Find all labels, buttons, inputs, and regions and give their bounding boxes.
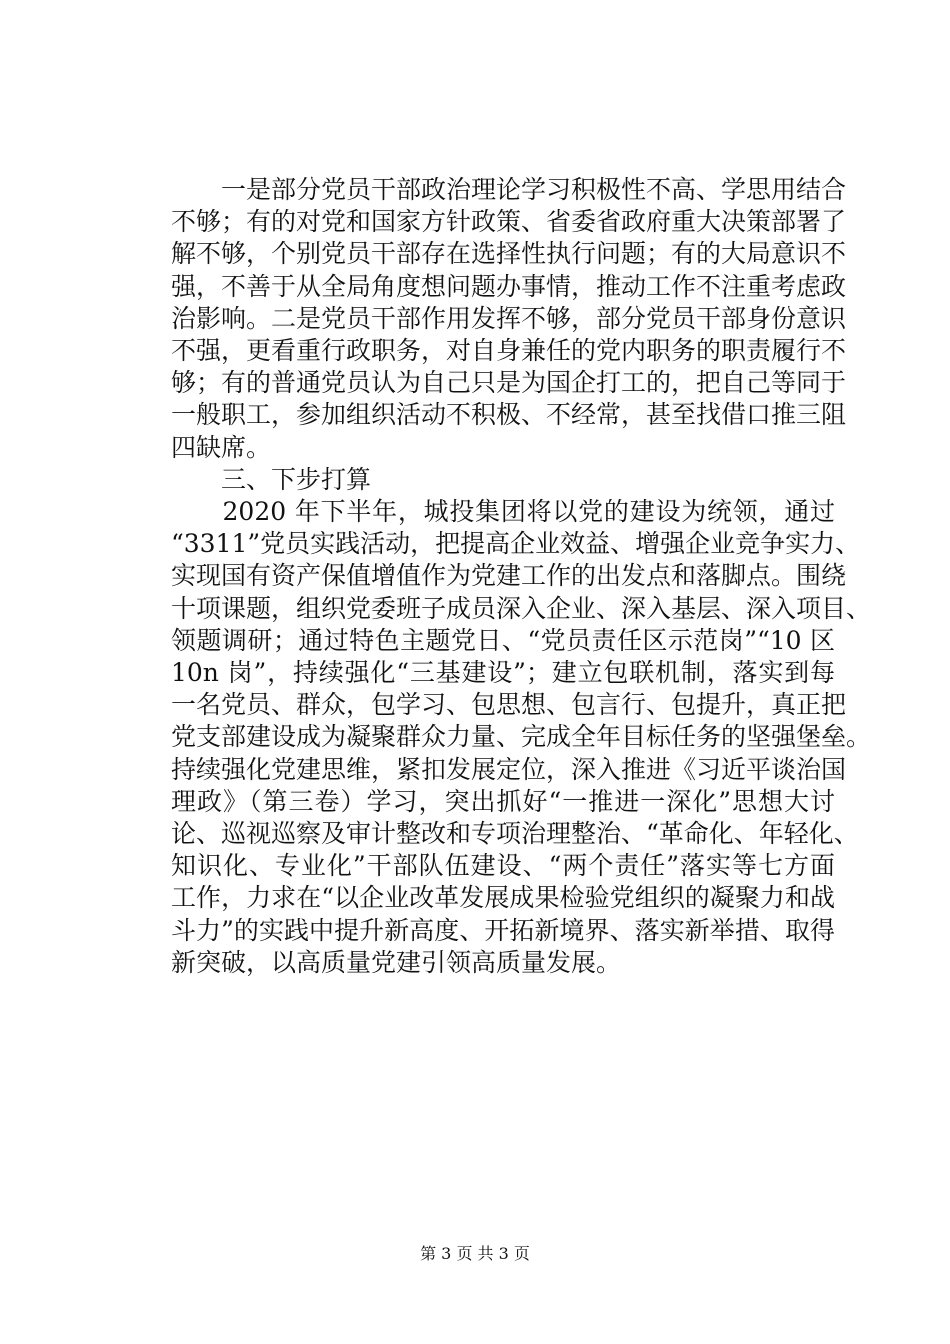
text-line: 一般职工，参加组织活动不积极、不经常，甚至找借口推三阻 xyxy=(171,400,847,430)
text-line: 理政》（第三卷）学习，突出抓好“一推进一深化”思想大讨 xyxy=(171,786,835,816)
text-line: 知识化、专业化”干部队伍建设、“两个责任”落实等七方面 xyxy=(171,851,835,881)
text-line: 党支部建设成为凝聚群众力量、完成全年目标任务的坚强堡垒。 xyxy=(171,722,872,752)
text-line: 领题调研；通过特色主题党日、“党员责任区示范岗”“10 区 xyxy=(171,625,835,655)
text-line: 不强，更看重行政职务，对自身兼任的党内职务的职责履行不 xyxy=(171,336,847,366)
text-line: 新突破，以高质量党建引领高质量发展。 xyxy=(171,947,622,977)
body-text xyxy=(171,174,872,979)
text-line: “3311”党员实践活动，把提高企业效益、增强企业竞争实力、 xyxy=(171,529,861,559)
text-line: 一是部分党员干部政治理论学习积极性不高、学思用结合 xyxy=(171,175,847,204)
text-line: 十项课题，组织党委班子成员深入企业、深入基层、深入项目、 xyxy=(171,593,872,623)
text-line: 三、下步打算 xyxy=(171,464,372,494)
text-line: 持续强化党建思维，紧扣发展定位，深入推进《习近平谈治国 xyxy=(171,754,847,784)
text-line: 2020 年下半年，城投集团将以党的建设为统领，通过 xyxy=(171,497,835,527)
text-line: 强，不善于从全局角度想问题办事情，推动工作不注重考虑政 xyxy=(171,271,847,301)
page-footer: 第 3 页 共 3 页 xyxy=(420,1244,530,1263)
text-line: 四缺席。 xyxy=(171,432,272,462)
text-line: 治影响。二是党员干部作用发挥不够，部分党员干部身份意识 xyxy=(171,303,847,333)
text-line: 工作，力求在“以企业改革发展成果检验党组织的凝聚力和战 xyxy=(171,883,835,913)
text-line: 不够；有的对党和国家方针政策、省委省政府重大决策部署了 xyxy=(171,207,847,237)
text-line: 实现国有资产保值增值作为党建工作的出发点和落脚点。围绕 xyxy=(171,561,847,591)
text-line: 够；有的普通党员认为自己只是为国企打工的，把自己等同于 xyxy=(171,368,847,398)
text-line: 斗力”的实践中提升新高度、开拓新境界、落实新举措、取得 xyxy=(171,915,835,945)
text-line: 10n 岗”，持续强化“三基建设”；建立包联机制，落实到每 xyxy=(171,658,835,688)
text-line: 论、巡视巡察及审计整改和专项治理整治、“革命化、年轻化、 xyxy=(171,819,859,849)
text-line: 解不够，个别党员干部存在选择性执行问题；有的大局意识不 xyxy=(171,239,847,269)
text-line: 一名党员、群众，包学习、包思想、包言行、包提升，真正把 xyxy=(171,690,847,720)
